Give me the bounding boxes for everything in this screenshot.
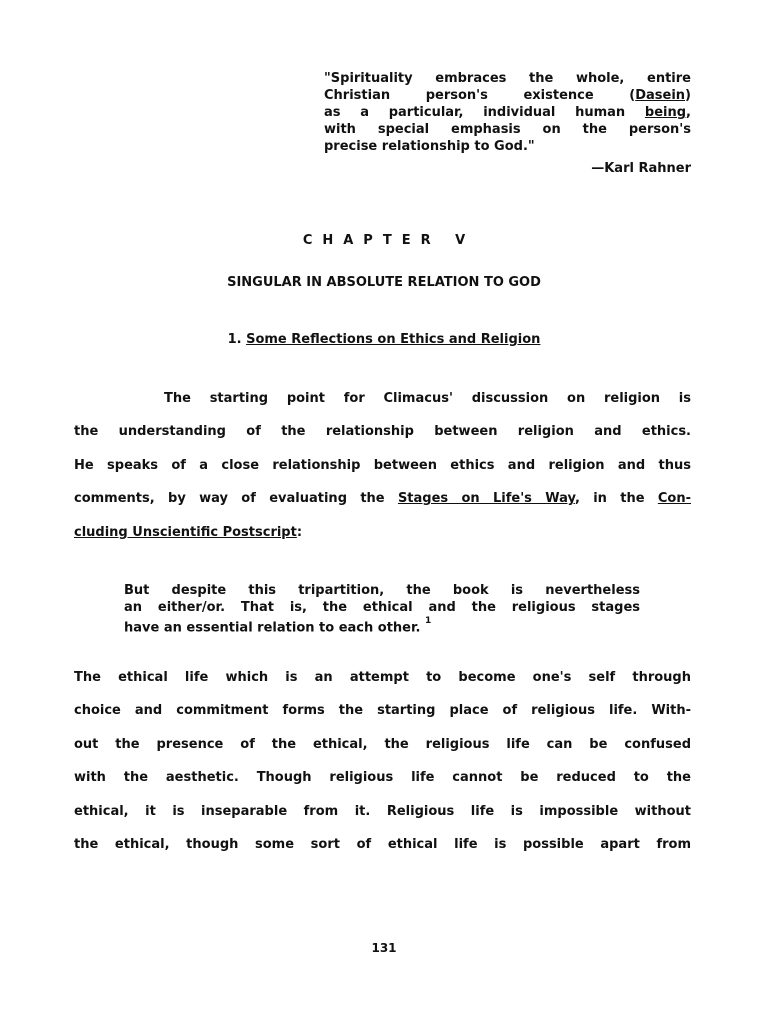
epigraph-text: ) (685, 88, 691, 103)
epigraph-text: , (686, 105, 691, 120)
postscript-title-part: cluding Unscientific Postscript (74, 524, 297, 540)
paragraph-line: out the presence of the ethical, the religious life can be confused (74, 736, 691, 752)
paragraph-line: the ethical, though some sort of ethical life is possible apart from (74, 836, 691, 852)
paragraph-text: : (296, 524, 303, 540)
epigraph-line: with special emphasis on the person's (324, 122, 691, 137)
page-number: 131 (371, 941, 397, 955)
paragraph-line (74, 482, 691, 515)
block-quote (124, 582, 640, 636)
footnote-reference: 1 (425, 616, 432, 626)
dasein-term: Dasein (635, 88, 686, 103)
epigraph-line: "Spirituality embraces the whole, entire (324, 71, 691, 86)
chapter-label: CHAPTER V (302, 233, 476, 248)
paragraph-line: the understanding of the relationship between religion and ethics. (74, 424, 691, 440)
paragraph-line: ethical, it is inseparable from it. Religious life is impossible without (74, 803, 691, 819)
section-heading (0, 332, 768, 347)
paragraph-line: The ethical life which is an attempt to become one's self through (74, 670, 691, 685)
paragraph-2 (74, 661, 691, 861)
epigraph-line (324, 87, 691, 104)
block-quote-text: have an essential relation to each other. (124, 620, 421, 636)
stages-title: Stages on Life's Way (397, 491, 575, 507)
epigraph-text: as a particular, individual human (324, 105, 645, 120)
section-number: 1. (227, 332, 242, 347)
block-quote-line: an either/or. That is, the ethical and the religious stages (124, 600, 640, 615)
paragraph-text: comments, by way of evaluating the (74, 491, 398, 507)
paragraph-line (74, 516, 691, 549)
paragraph-line: He speaks of a close relationship between ethics and religion and thus (74, 457, 691, 473)
epigraph-line (324, 104, 691, 121)
epigraph-line: precise relationship to God." (324, 139, 535, 154)
paragraph-1 (74, 382, 691, 549)
paragraph-text: , in the (574, 491, 658, 507)
paragraph-line: The starting point for Climacus' discussion on religion is (164, 391, 691, 406)
being-term: being (644, 105, 687, 120)
epigraph-quote (324, 70, 691, 155)
block-quote-line: But despite this tripartition, the book is nevertheless (124, 583, 640, 598)
block-quote-line (124, 616, 640, 636)
paragraph-line: choice and commitment forms the starting place of religious life. With- (74, 703, 691, 719)
paragraph-line: with the aesthetic. Though religious life cannot be reduced to the (74, 770, 691, 786)
section-title: Some Reflections on Ethics and Religion (246, 332, 541, 347)
epigraph-attribution: —Karl Rahner (591, 161, 691, 176)
chapter-title: SINGULAR IN ABSOLUTE RELATION TO GOD (227, 275, 541, 290)
epigraph-text: Christian person's existence ( (324, 88, 636, 103)
postscript-title-part: Con- (657, 491, 691, 507)
